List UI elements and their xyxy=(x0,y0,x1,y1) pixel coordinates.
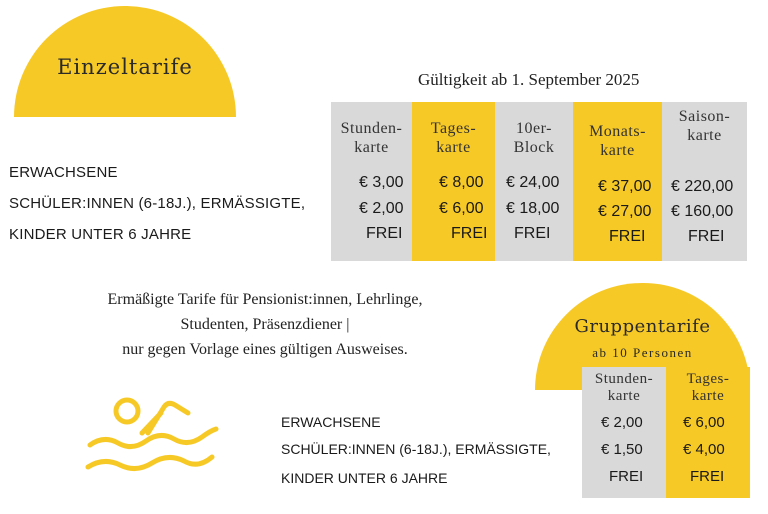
table-cell: FREI xyxy=(609,228,646,245)
row-label-kinder: KINDER UNTER 6 JAHRE xyxy=(281,470,448,486)
table-cell: € 18,00 xyxy=(506,200,560,217)
table-cell: € 27,00 xyxy=(598,203,652,220)
column-header-line2: karte xyxy=(436,139,471,156)
row-label-erwachsene: ERWACHSENE xyxy=(281,414,381,430)
discount-note-line: Ermäßigte Tarife für Pensionist:innen, Lehrlinge, xyxy=(107,291,423,308)
column-header-line2: karte xyxy=(607,388,641,404)
table-cell: FREI xyxy=(451,225,488,242)
column-header-line2: karte xyxy=(600,142,635,159)
table-cell: € 1,50 xyxy=(601,441,643,458)
swimmer-icon xyxy=(82,383,222,483)
column-header-line1: Stunden- xyxy=(340,120,403,137)
row-label-schueler: SCHÜLER:INNEN (6-18J.), ERMÄSSIGTE, xyxy=(9,195,306,212)
table-cell: € 4,00 xyxy=(683,441,725,458)
gruppentarife-title: Gruppentarife xyxy=(574,316,711,337)
table-cell: FREI xyxy=(609,468,644,485)
validity-date: Gültigkeit ab 1. September 2025 xyxy=(418,70,640,89)
column-header-line2: karte xyxy=(354,139,389,156)
discount-note-line: Studenten, Präsenzdiener | xyxy=(180,316,350,333)
column-header-line1: Stunden- xyxy=(594,371,654,387)
table-cell: € 2,00 xyxy=(359,200,404,217)
column-header-line2: Block xyxy=(513,139,555,156)
table-cell: € 3,00 xyxy=(359,174,404,191)
column-header-line1: 10er- xyxy=(516,120,552,137)
table-cell: € 2,00 xyxy=(601,414,643,431)
row-label-kinder: KINDER UNTER 6 JAHRE xyxy=(9,226,192,243)
table-cell: € 24,00 xyxy=(506,174,560,191)
column-header-line2: karte xyxy=(691,388,725,404)
table-cell: FREI xyxy=(690,468,725,485)
discount-note-line: nur gegen Vorlage eines gültigen Ausweises. xyxy=(122,341,408,358)
table-cell: € 37,00 xyxy=(598,178,652,195)
einzeltarife-title: Einzeltarife xyxy=(57,55,193,79)
column-header-line1: Tages- xyxy=(430,120,477,137)
table-cell: € 6,00 xyxy=(683,414,725,431)
column-header-line1: Tages- xyxy=(686,371,730,387)
column-header-line1: Saison- xyxy=(678,108,731,125)
table-cell: FREI xyxy=(366,225,403,242)
table-cell: € 8,00 xyxy=(439,174,484,191)
table-cell: € 160,00 xyxy=(671,203,734,220)
table-cell: FREI xyxy=(514,225,551,242)
table-cell: € 6,00 xyxy=(439,200,484,217)
gruppentarife-subtitle: ab 10 Personen xyxy=(592,345,693,360)
table-cell: € 220,00 xyxy=(671,178,734,195)
column-header-line1: Monats- xyxy=(589,123,646,140)
table-cell: FREI xyxy=(688,228,725,245)
row-label-schueler: SCHÜLER:INNEN (6-18J.), ERMÄSSIGTE, xyxy=(281,441,551,457)
row-label-erwachsene: ERWACHSENE xyxy=(9,164,118,181)
column-header-line2: karte xyxy=(687,127,722,144)
